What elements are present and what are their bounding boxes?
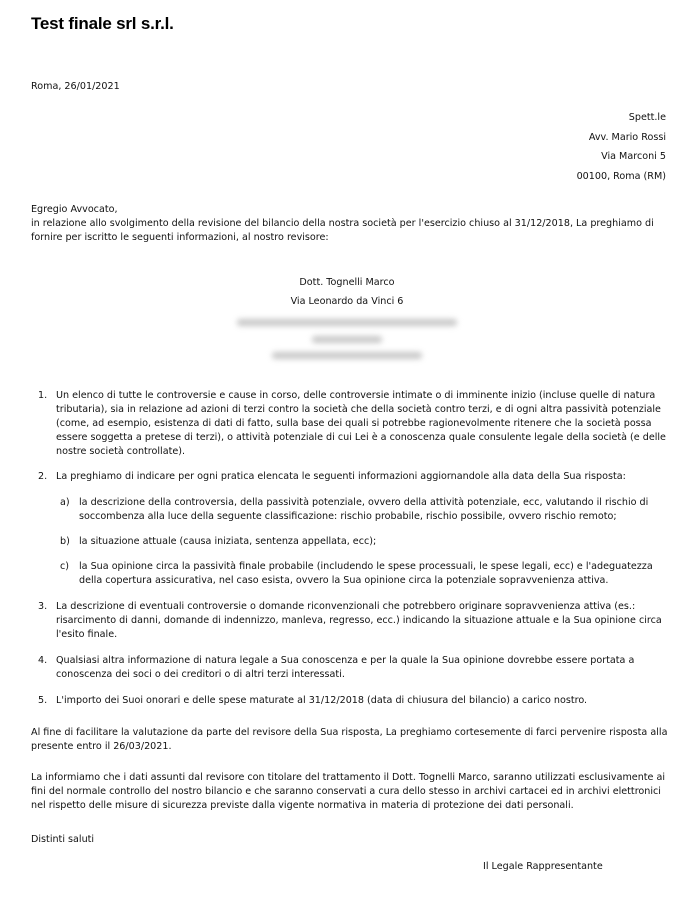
item-number: 3.: [38, 601, 48, 612]
auditor-name: Dott. Tognelli Marco: [299, 277, 395, 288]
item-text: Un elenco di tutte le controversie e cause in corso, delle controversie intimate o di imminente inizio (incluse quelle di natura tributaria), sia in relazione ad azioni di terzi contro la società che della società contro terzi, e di ogni altra passività potenziale (come, ad esempio, esistenza di dati di fatto, sulla base dei quali si potrebbe ragionevolmente ritenere che la società possa essere soggetta a pretese di terzi), o attività potenziale di cui Lei è a conoscenza quale consulente legale della società (e delle nostre società controllate).: [56, 390, 666, 457]
sub-item-letter: b): [60, 536, 70, 547]
date-line: Roma, 26/01/2021: [31, 81, 120, 92]
signature-label: Il Legale Rappresentante: [483, 861, 603, 872]
company-name: Test finale srl s.r.l.: [31, 14, 174, 33]
sub-item-text: la Sua opinione circa la passività finale probabile (includendo le spese processuali, le spese legali, ecc) e l'adeguatezza della copertura assicurativa, nel caso esista, ovvero la Sua opinione circa la potenziale sopravvenienza attiva.: [79, 561, 653, 586]
sub-item-text: la descrizione della controversia, della passività potenziale, ovvero della attività potenziale, ecc, valutando il rischio di soccombenza alla luce della seguente classificazione: rischio probabile, rischio possibile, ovvero rischio remoto;: [79, 497, 649, 522]
salutation: Egregio Avvocato,: [31, 204, 118, 215]
redacted-line: [237, 319, 457, 326]
redacted-line: [312, 336, 382, 343]
item-number: 4.: [38, 655, 48, 666]
item-text: La preghiamo di indicare per ogni pratica elencata le seguenti informazioni aggiornandole alla data della Sua risposta:: [56, 471, 626, 482]
sub-item: [56, 535, 671, 549]
intro-paragraph: in relazione allo svolgimento della revisione del bilancio della nostra società per l'esercizio chiuso al 31/12/2018, La preghiamo di fornire per iscritto le seguenti informazioni, al nostro revisore:: [31, 218, 654, 243]
sub-item-letter: a): [60, 497, 70, 508]
item-text: L'importo dei Suoi onorari e delle spese maturate al 31/12/2018 (data di chiusura del bilancio) a carico nostro.: [56, 695, 588, 706]
item-number: 5.: [38, 695, 48, 706]
recipient-line: Spett.le: [628, 112, 666, 123]
redacted-line: [272, 352, 422, 359]
item-text: Qualsiasi altra informazione di natura legale a Sua conoscenza e per la quale la Sua opinione dovrebbe essere portata a conoscenza dei soci o dei creditori o di altri terzi interessati.: [56, 655, 635, 680]
sub-item: [56, 496, 671, 524]
item-number: 1.: [38, 390, 48, 401]
closing-request: Al fine di facilitare la valutazione da parte del revisore della Sua risposta, La preghiamo cortesemente di farci pervenire risposta alla presente entro il 26/03/2021.: [31, 727, 668, 752]
sub-item-letter: c): [60, 561, 70, 572]
privacy-notice: La informiamo che i dati assunti dal revisore con titolare del trattamento il Dott. Tognelli Marco, saranno utilizzati esclusivamente ai fini del normale controllo del nostro bilancio e che saranno conservati a cura dello stesso in archivi cartacei ed in archivi elettronici nel rispetto delle misure di sicurezza previste dalla vigente normativa in materia di protezione dei dati personali.: [31, 772, 666, 811]
list-item: [31, 389, 671, 459]
auditor-address: [0, 273, 694, 359]
list-item: [31, 600, 671, 642]
list-item: [31, 654, 671, 682]
item-text: La descrizione di eventuali controversie o domande riconvenzionali che potrebbero originare sopravvenienza attiva (es.: risarcimento di danni, domande di indennizzo, manleva, regresso, ecc.) indicando la situazione attuale e la Sua opinione circa l'esito finale.: [56, 601, 662, 640]
greeting: Distinti saluti: [31, 834, 95, 845]
recipient-line: Via Marconi 5: [601, 151, 666, 162]
list-item: [31, 470, 671, 588]
list-item: [31, 694, 671, 708]
item-number: 2.: [38, 471, 48, 482]
recipient-block: [577, 108, 666, 186]
auditor-street: Via Leonardo da Vinci 6: [290, 296, 404, 307]
sub-item: [56, 560, 671, 588]
recipient-line: Avv. Mario Rossi: [588, 131, 666, 143]
recipient-line: 00100, Roma (RM): [576, 170, 666, 182]
sub-item-text: la situazione attuale (causa iniziata, sentenza appellata, ecc);: [79, 536, 377, 547]
request-list: [31, 389, 671, 708]
salutation-block: [31, 203, 671, 245]
